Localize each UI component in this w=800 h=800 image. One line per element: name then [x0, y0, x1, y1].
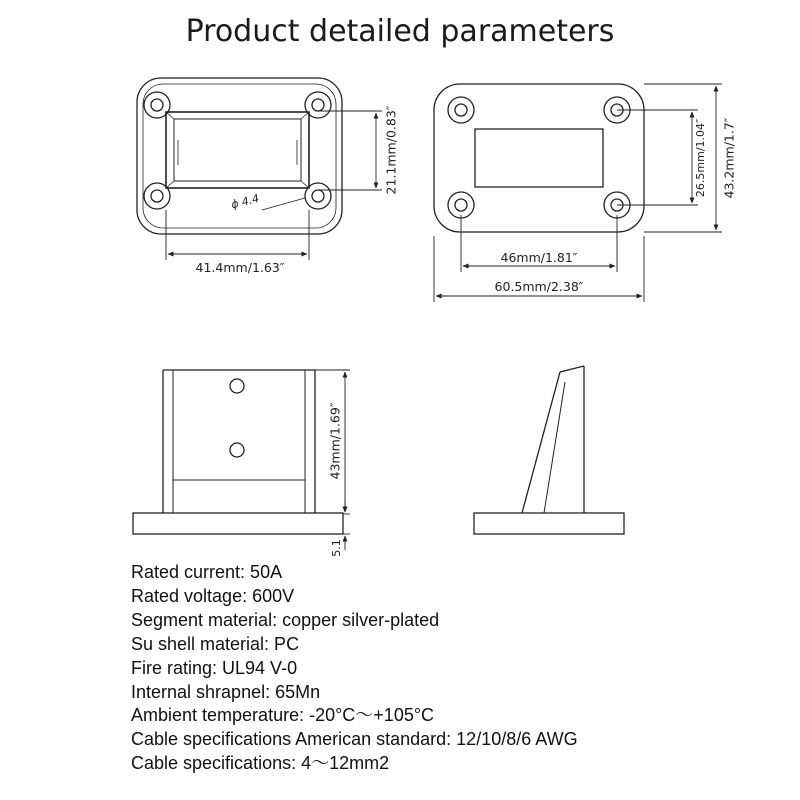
page-title: Product detailed parameters: [185, 14, 615, 49]
side-height-label: 43mm/1.69″: [327, 402, 343, 480]
spec-rated-voltage: Rated voltage: 600V: [131, 585, 295, 606]
front-view-drawing: [137, 78, 342, 234]
spec-segment-material: Segment material: copper silver-plated: [131, 609, 440, 630]
spec-internal-shrapnel: Internal shrapnel: 65Mn: [131, 681, 321, 702]
spec-cable-mm2: Cable specifications: 4～12mm2: [131, 753, 390, 774]
hole-diameter-label: ϕ 4.4: [229, 191, 261, 212]
spec-shell-material: Su shell material: PC: [131, 633, 300, 654]
back-hole-spacing-label: 46mm/1.81″: [500, 250, 578, 265]
back-view-dimensions: [434, 84, 722, 302]
side-view-drawing: [133, 370, 343, 534]
front-height-label: 21.1mm/0.83″: [383, 105, 399, 195]
front-view-dimensions: [166, 111, 382, 260]
front-width-label: 41.4mm/1.63″: [195, 260, 285, 275]
back-inner-height-label: 26.5mm/1.04″: [694, 118, 707, 198]
spec-cable-awg: Cable specifications American standard: 12/10/8/6 AWG: [131, 729, 578, 750]
specifications-list: [131, 561, 751, 776]
spec-rated-current: Rated current: 50A: [131, 562, 283, 582]
profile-view-drawing: [474, 366, 624, 534]
spec-ambient-temperature: Ambient temperature: -20°C～+105°C: [131, 705, 435, 726]
base-thickness-label: 5.1: [330, 539, 343, 557]
back-view-drawing: [434, 84, 644, 232]
back-width-label: 60.5mm/2.38″: [494, 279, 584, 294]
spec-fire-rating: Fire rating: UL94 V-0: [131, 657, 298, 678]
back-outer-height-label: 43.2mm/1.7″: [721, 117, 737, 199]
